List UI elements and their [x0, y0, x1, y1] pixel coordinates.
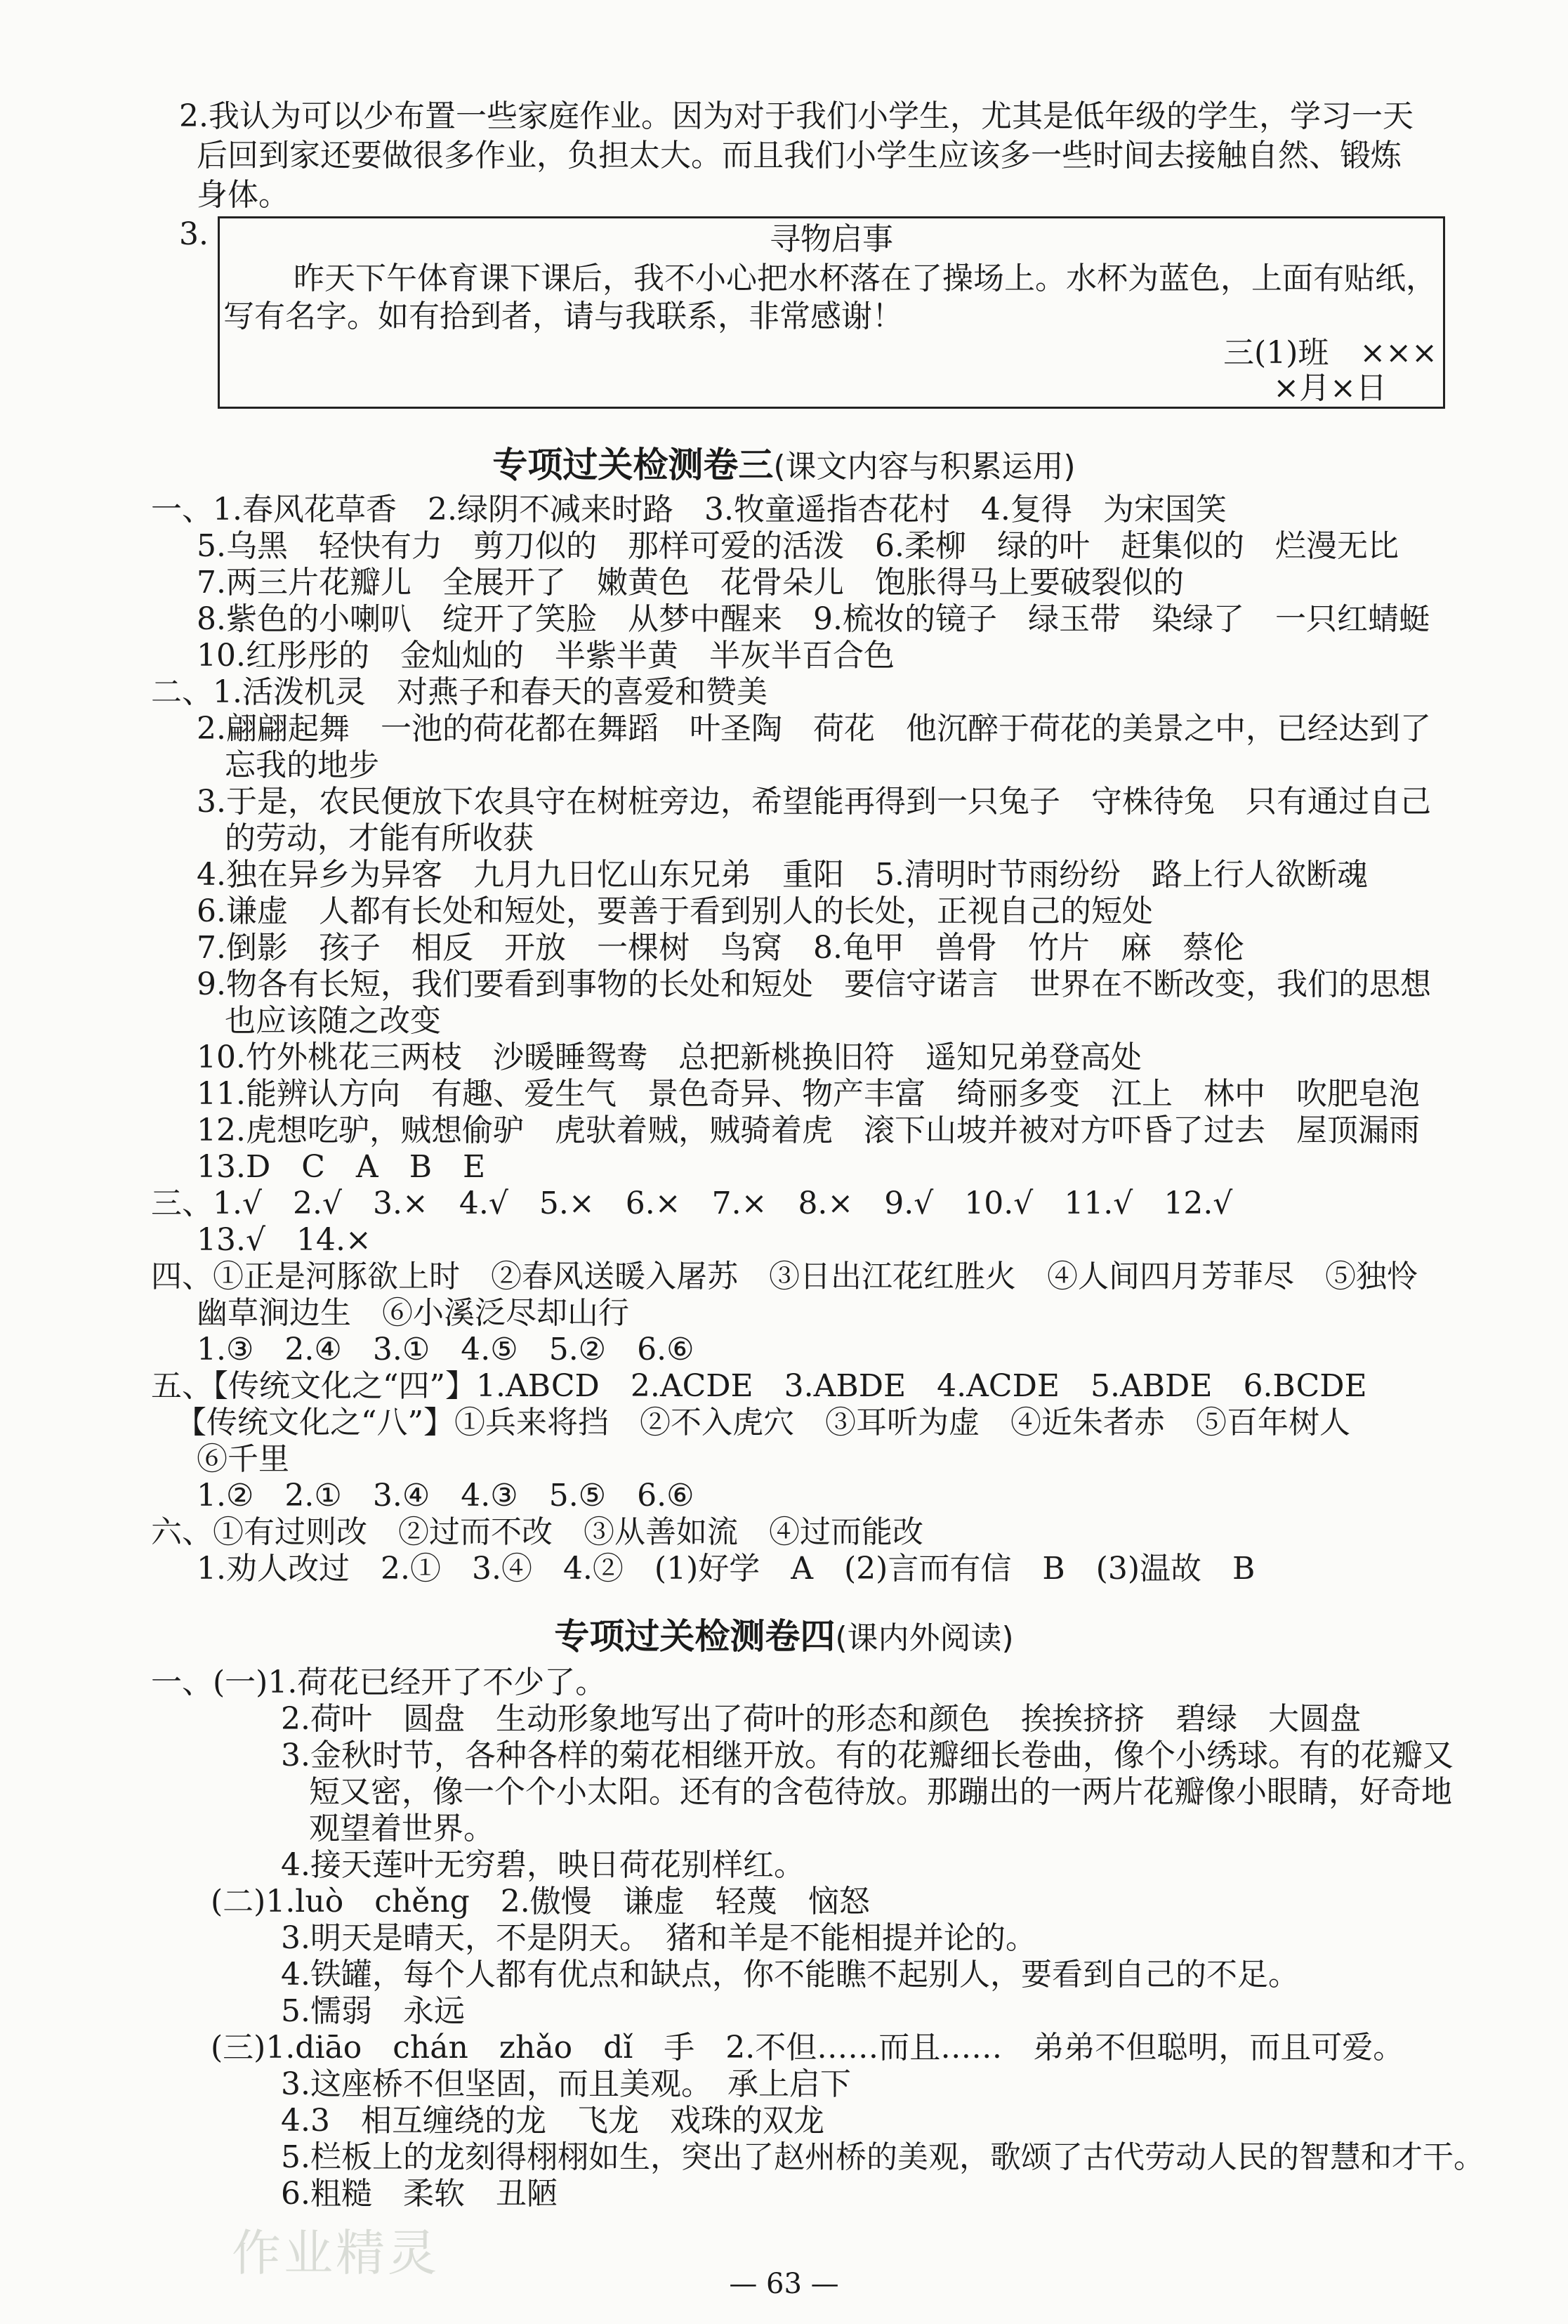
watermark: 作业精灵 [232, 2224, 440, 2282]
section-title [0, 1615, 1568, 1660]
answer-line: 也应该随之改变 [225, 1003, 441, 1039]
answer-line: 1.② 2.① 3.④ 4.③ 5.⑤ 6.⑥ [197, 1478, 694, 1514]
section-title-sub: (课文内容与积累运用) [773, 449, 1076, 485]
answer-line: 3.金秋时节，各种各样的菊花相继开放。有的花瓣细长卷曲，像个小绣球。有的花瓣又 [281, 1738, 1454, 1773]
answer-line: 8.紫色的小喇叭 绽开了笑脸 从梦中醒来 9.梳妆的镜子 绿玉带 染绿了 一只红蜻蜓 [197, 601, 1430, 637]
text-line: 2.我认为可以少布置一些家庭作业。因为对于我们小学生，尤其是低年级的学生，学习一天 [179, 98, 1414, 134]
answer-line: 3.于是，农民便放下农具守在树桩旁边，希望能再得到一只兔子 守株待兔 只有通过自己 [197, 784, 1431, 820]
answer-line: 一、1.春风花草香 2.绿阴不减来时路 3.牧童遥指杏花村 4.复得 为宋国笑 [151, 492, 1227, 527]
notice-line: 写有名字。如有拾到者，请与我联系，非常感谢！ [223, 298, 903, 334]
answer-line: 短又密，像一个个小太阳。还有的含苞待放。那蹦出的一两片花瓣像小眼睛，好奇地 [309, 1774, 1452, 1810]
item-number: 3. [179, 216, 209, 252]
answer-line: 4.铁罐，每个人都有优点和缺点，你不能瞧不起别人，要看到自己的不足。 [281, 1957, 1299, 1993]
answer-line: 四、①正是河豚欲上时 ②春风送暖入屠苏 ③日出江花红胜火 ④人间四月芳菲尽 ⑤独怜 [151, 1259, 1418, 1294]
answer-line: 幽草涧边生 ⑥小溪泛尽却山行 [197, 1295, 629, 1331]
answer-line: 六、①有过则改 ②过而不改 ③从善如流 ④过而能改 [151, 1514, 923, 1550]
answer-line: 五、【传统文化之“四”】1.ABCD 2.ACDE 3.ABDE 4.ACDE 5.ABDE 6.BCDE [151, 1368, 1367, 1404]
answer-line: 4.独在异乡为异客 九月九日忆山东兄弟 重阳 5.清明时节雨纷纷 路上行人欲断魂 [197, 857, 1368, 893]
lost-notice-box [218, 216, 1445, 409]
answer-line: (三)1.diāo chán zhǎo dǐ 手 2.不但……而且…… 弟弟不但聪明，而且可爱。 [211, 2030, 1404, 2066]
answer-line: 5.乌黑 轻快有力 剪刀似的 那样可爱的活泼 6.柔柳 绿的叶 赶集似的 烂漫无比 [197, 528, 1399, 564]
notice-title: 寻物启事 [770, 221, 893, 257]
answer-line: 1.劝人改过 2.① 3.④ 4.② (1)好学 A (2)言而有信 B (3)温故 B [197, 1551, 1256, 1587]
answer-line: 忘我的地步 [225, 747, 379, 783]
answer-line: 观望着世界。 [309, 1811, 494, 1846]
answer-line: ⑥千里 [197, 1441, 289, 1477]
answer-line: 【传统文化之“八”】①兵来将挡 ②不入虎穴 ③耳听为虚 ④近朱者赤 ⑤百年树人 [176, 1405, 1350, 1440]
answer-line: 一、(一)1.荷花已经开了不少了。 [151, 1665, 607, 1700]
answer-line: 二、1.活泼机灵 对燕子和春天的喜爱和赞美 [151, 674, 767, 710]
section-title-main: 专项过关检测卷四 [554, 1616, 836, 1657]
answer-line: 3.这座桥不但坚固，而且美观。 承上启下 [281, 2066, 851, 2102]
answer-line: 11.能辨认方向 有趣、爱生气 景色奇异、物产丰富 绮丽多变 江上 林中 吹肥皂泡 [197, 1076, 1420, 1112]
answer-line: 3.明天是晴天，不是阴天。 猪和羊是不能相提并论的。 [281, 1920, 1036, 1956]
answer-line: 5.懦弱 永远 [281, 1993, 465, 2029]
answer-line: 7.两三片花瓣儿 全展开了 嫩黄色 花骨朵儿 饱胀得马上要破裂似的 [197, 565, 1184, 600]
notice-signature: 三(1)班 ××× [1223, 335, 1437, 371]
answer-line: 10.竹外桃花三两枝 沙暖睡鸳鸯 总把新桃换旧符 遥知兄弟登高处 [197, 1039, 1142, 1075]
notice-date: ×月×日 [1273, 370, 1387, 406]
answer-line: 2.荷叶 圆盘 生动形象地写出了荷叶的形态和颜色 挨挨挤挤 碧绿 大圆盘 [281, 1701, 1361, 1737]
notice-line: 昨天下午体育课下课后，我不小心把水杯落在了操场上。水杯为蓝色，上面有贴纸， [294, 261, 1437, 296]
answer-line: 6.谦虚 人都有长处和短处，要善于看到别人的长处，正视自己的短处 [197, 893, 1153, 929]
answer-line: 2.翩翩起舞 一池的荷花都在舞蹈 叶圣陶 荷花 他沉醉于荷花的美景之中，已经达到了 [197, 711, 1431, 747]
answer-line: (二)1.luò chěng 2.傲慢 谦虚 轻蔑 恼怒 [211, 1884, 870, 1919]
answer-line: 6.粗糙 柔软 丑陋 [281, 2176, 558, 2212]
answer-line: 9.物各有长短，我们要看到事物的长处和短处 要信守诺言 世界在不断改变，我们的思想 [197, 966, 1431, 1002]
section-title-main: 专项过关检测卷三 [492, 445, 774, 485]
answer-line: 的劳动，才能有所收获 [225, 820, 534, 856]
answer-line: 12.虎想吃驴，贼想偷驴 虎驮着贼，贼骑着虎 滚下山坡并被对方吓昏了过去 屋顶漏雨 [197, 1112, 1420, 1148]
answer-line: 4.接天莲叶无穷碧，映日荷花别样红。 [281, 1847, 805, 1883]
answer-line: 1.③ 2.④ 3.① 4.⑤ 5.② 6.⑥ [197, 1332, 694, 1367]
answer-line: 三、1.√ 2.√ 3.× 4.√ 5.× 6.× 7.× 8.× 9.√ 10.√ 11.√ 12.√ [151, 1186, 1233, 1221]
text-line: 后回到家还要做很多作业，负担太大。而且我们小学生应该多一些时间去接触自然、锻炼 [197, 138, 1402, 173]
page-number: — 63 — [729, 2268, 839, 2300]
section-title-sub: (课内外阅读) [835, 1620, 1014, 1656]
text-line: 身体。 [197, 177, 289, 213]
section-title [0, 444, 1568, 488]
answer-line: 10.红彤彤的 金灿灿的 半紫半黄 半灰半百合色 [197, 638, 895, 674]
answer-line: 7.倒影 孩子 相反 开放 一棵树 鸟窝 8.龟甲 兽骨 竹片 麻 蔡伦 [197, 930, 1244, 966]
answer-line: 13.√ 14.× [197, 1222, 371, 1258]
answer-line: 4.3 相互缠绕的龙 飞龙 戏珠的双龙 [281, 2103, 824, 2139]
answer-line: 5.栏板上的龙刻得栩栩如生，突出了赵州桥的美观，歌颂了古代劳动人民的智慧和才干。 [281, 2139, 1484, 2175]
answer-line: 13.D C A B E [197, 1149, 486, 1185]
